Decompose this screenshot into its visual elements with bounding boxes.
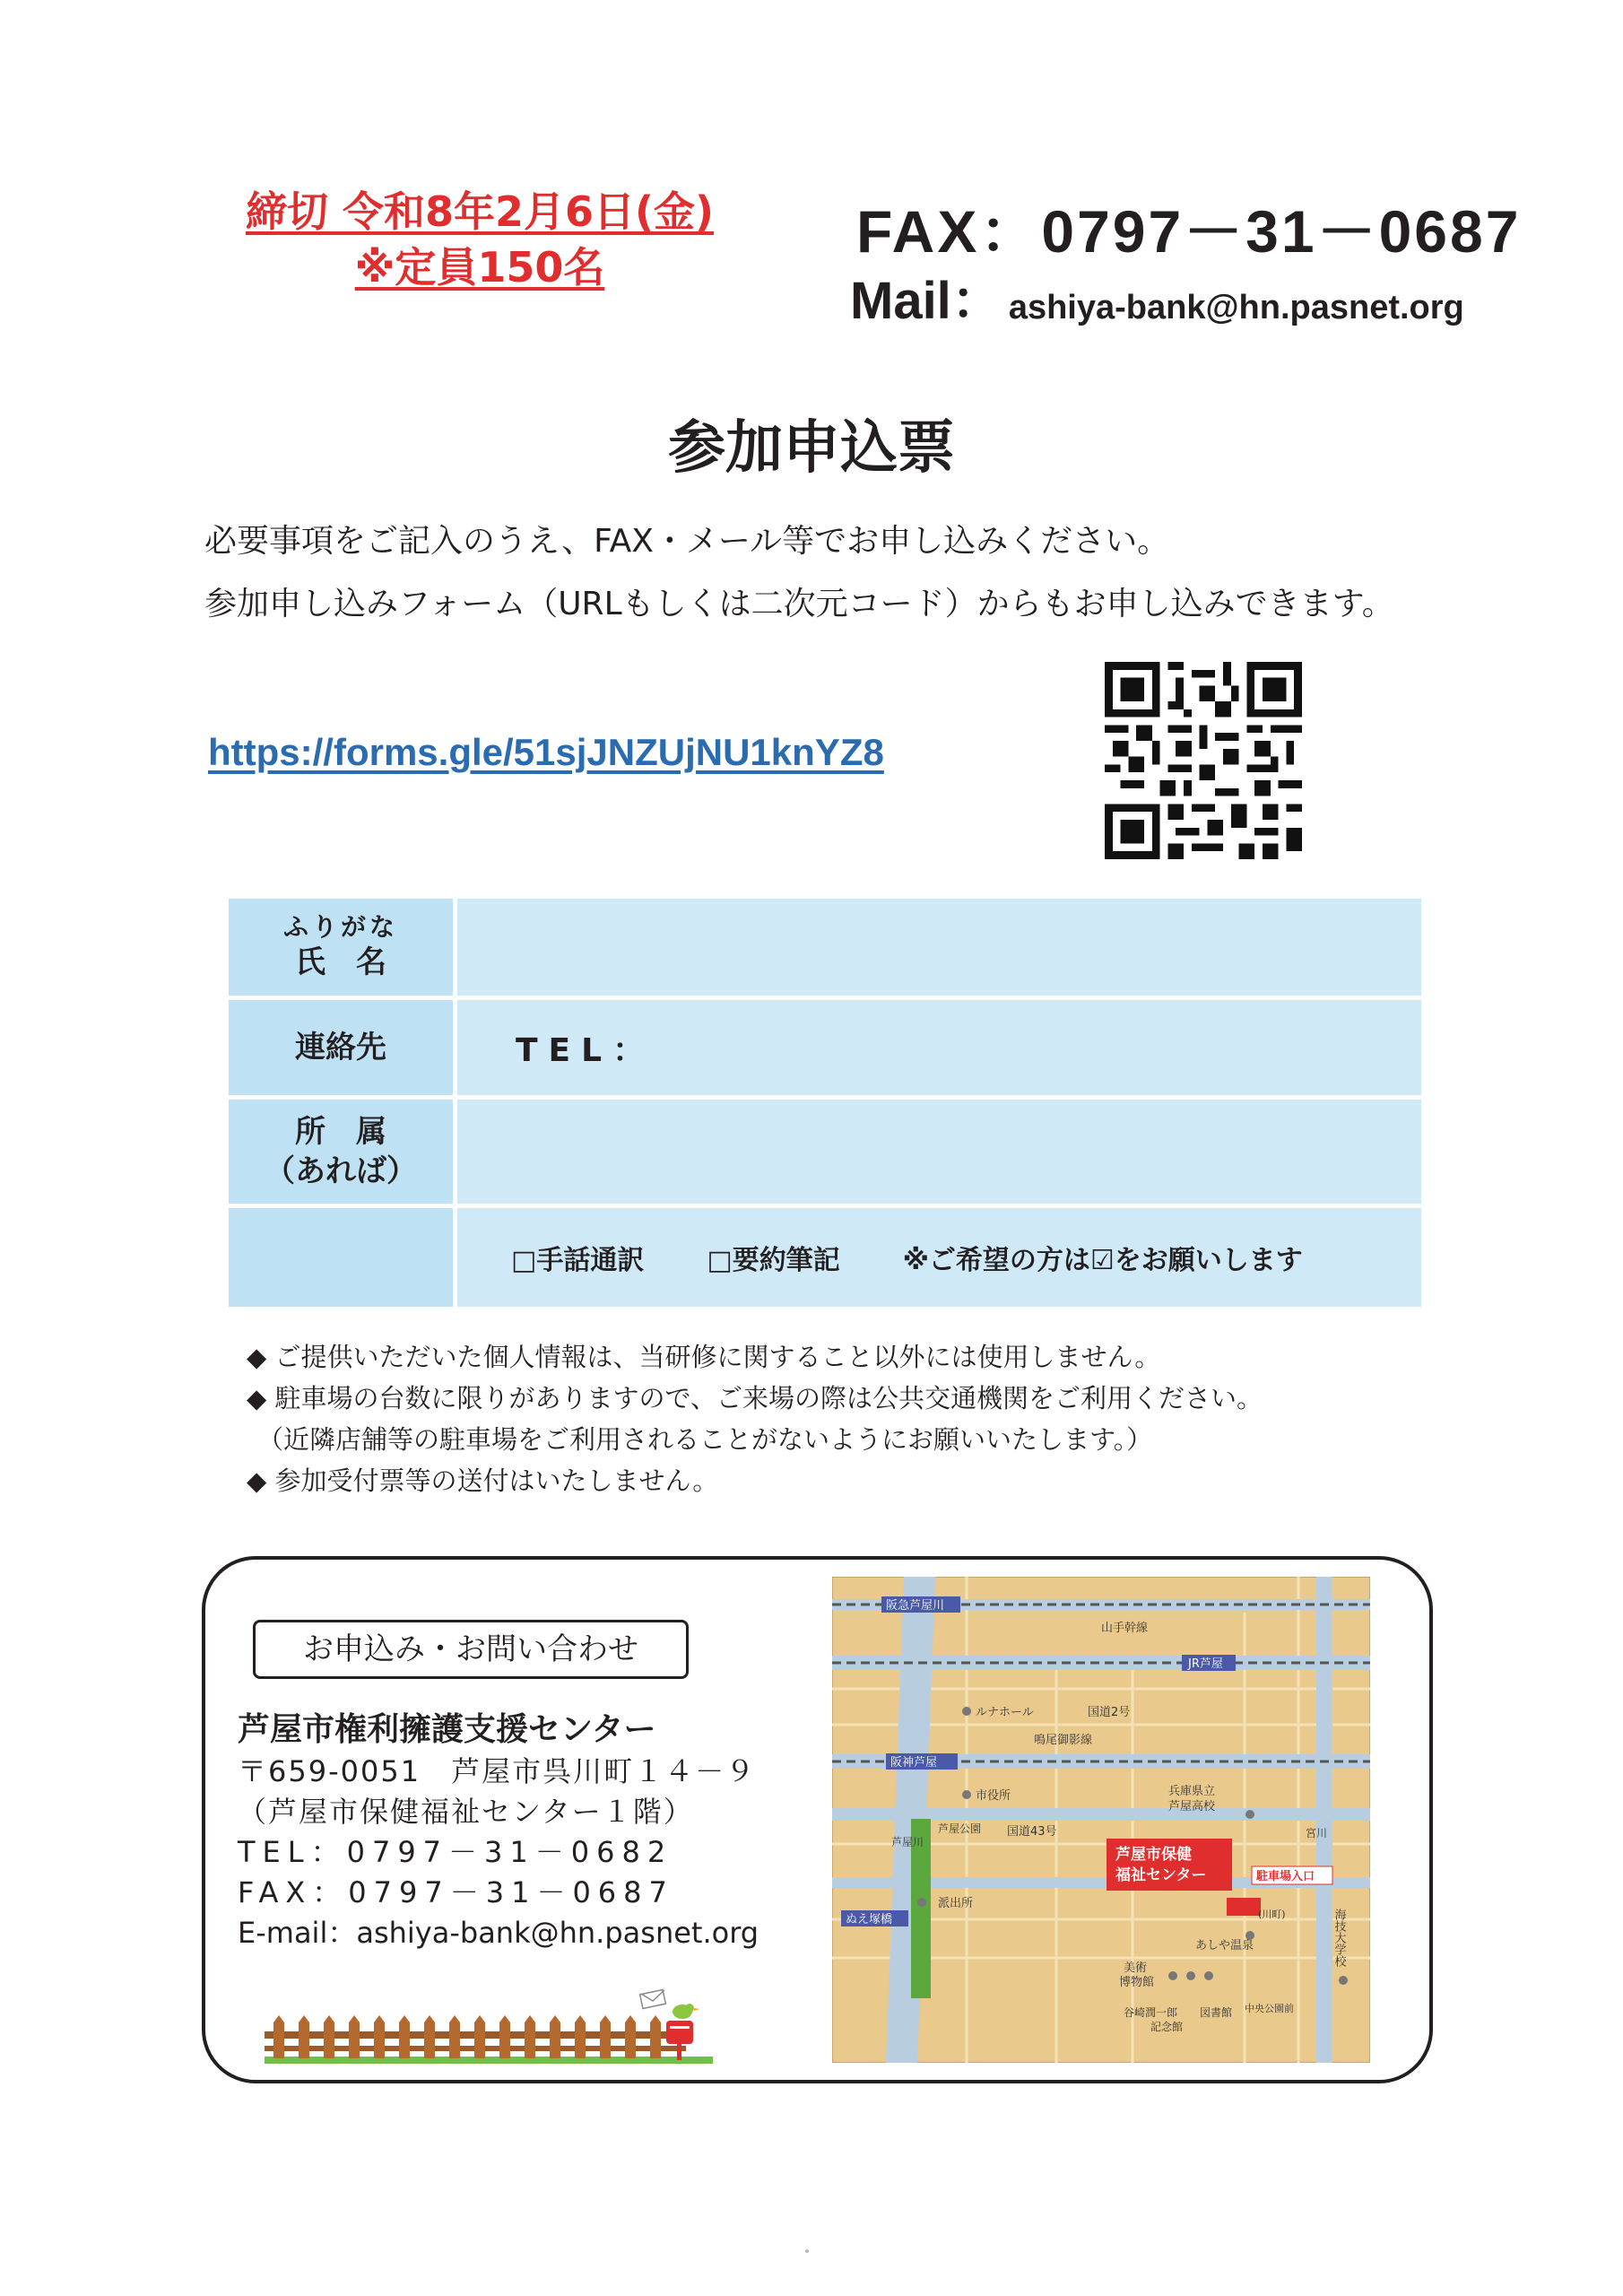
mailbox-icon bbox=[666, 2021, 693, 2060]
bird-icon bbox=[673, 2004, 699, 2019]
application-form bbox=[229, 899, 1421, 1307]
access-map[interactable] bbox=[832, 1577, 1370, 2063]
sign-language-checkbox[interactable]: □手話通訳 bbox=[511, 1245, 645, 1276]
map-river: 芦屋川 bbox=[891, 1836, 924, 1848]
note-item: ◆ ご提供いただいた個人情報は、当研修に関すること以外には使用しません。 bbox=[247, 1342, 1161, 1372]
contact-heading: お申込み・お問い合わせ bbox=[253, 1620, 689, 1679]
map-chuo: 中央公園前 bbox=[1245, 2003, 1294, 2014]
fax-number: FAX：0797－31－0687 bbox=[856, 198, 1522, 265]
form-row-affiliation[interactable] bbox=[229, 1100, 1421, 1204]
map-kochi: 鳴尾御影線 bbox=[1034, 1734, 1093, 1747]
map-cityhall: 市役所 bbox=[976, 1789, 1011, 1803]
name-label-cell bbox=[229, 899, 453, 996]
instruction-line-2: 参加申し込みフォーム（URLもしくは二次元コード）からもお申し込みできます。 bbox=[204, 586, 1394, 622]
mail-address[interactable] bbox=[850, 258, 1464, 334]
map-nue: ぬえ塚橋 bbox=[846, 1913, 893, 1926]
note-item: ◆ 駐車場の台数に限りがありますので、ご来場の際は公共交通機関をご利用ください。 bbox=[247, 1383, 1263, 1413]
map-hanshin: 阪神芦屋 bbox=[890, 1756, 938, 1770]
affiliation-label: 所 属 bbox=[295, 1114, 386, 1150]
map-jr: JR芦屋 bbox=[1188, 1657, 1223, 1671]
map-luna: ルナホール bbox=[976, 1706, 1034, 1719]
options-label-cell bbox=[229, 1208, 453, 1307]
note-item: ◆ 参加受付票等の送付はいたしません。 bbox=[247, 1465, 719, 1496]
contact-label-cell bbox=[229, 1000, 453, 1095]
map-onsen: あしや温泉 bbox=[1195, 1939, 1254, 1952]
fence-illustration bbox=[265, 1987, 713, 2067]
map-highschool-1: 兵庫県立 bbox=[1168, 1785, 1216, 1798]
affiliation-note: （あれば） bbox=[265, 1153, 417, 1189]
map-route43: 国道43号 bbox=[1007, 1825, 1057, 1839]
map-center-1: 芦屋市保健 bbox=[1115, 1846, 1192, 1864]
contact-label: 連絡先 bbox=[295, 1030, 386, 1065]
map-parking: 駐車場入口 bbox=[1256, 1870, 1315, 1883]
support-options bbox=[511, 1208, 1303, 1307]
map-tanizaki-1: 谷崎潤一郎 bbox=[1124, 2006, 1178, 2019]
tel-label: TEL： bbox=[516, 1031, 656, 1069]
deadline-date: 締切 令和8年2月6日(金) bbox=[245, 187, 715, 236]
name-label: 氏 名 bbox=[295, 944, 386, 980]
postal-address: 〒659-0051 芦屋市呉川町１４－９ bbox=[238, 1754, 757, 1788]
map-museum-2: 博物館 bbox=[1119, 1976, 1155, 1989]
form-row-contact[interactable] bbox=[229, 1000, 1421, 1095]
summary-writing-checkbox[interactable]: □要約筆記 bbox=[707, 1245, 840, 1276]
contact-email[interactable]: E-mail：ashiya-bank@hn.pasnet.org bbox=[238, 1916, 759, 1950]
options-note: ※ご希望の方は☑をお願いします bbox=[902, 1245, 1303, 1276]
map-park: 芦屋公園 bbox=[938, 1822, 982, 1835]
affiliation-label-cell bbox=[229, 1100, 453, 1204]
deadline-block bbox=[170, 184, 789, 295]
map-highschool-2: 芦屋高校 bbox=[1168, 1800, 1216, 1813]
map-yamate: 山手幹線 bbox=[1101, 1622, 1149, 1635]
map-center-2: 福祉センター bbox=[1115, 1866, 1207, 1884]
notes-list bbox=[247, 1336, 1263, 1501]
map-route2: 国道2号 bbox=[1088, 1706, 1131, 1719]
mail-envelope-icon bbox=[640, 1989, 666, 2008]
organization-name: 芦屋市権利擁護支援センター bbox=[238, 1711, 656, 1748]
form-row-options bbox=[229, 1208, 1421, 1307]
map-museum-1: 美術 bbox=[1124, 1961, 1148, 1975]
map-library: 図書館 bbox=[1200, 2006, 1233, 2019]
mail-value[interactable]: ashiya-bank@hn.pasnet.org bbox=[1008, 289, 1464, 326]
page-title: 参加申込票 bbox=[668, 415, 955, 482]
note-item: （近隣店舗等の駐車場をご利用されることがないようにお願いいたします。） bbox=[257, 1424, 1153, 1455]
mail-label: Mail： bbox=[850, 272, 1003, 330]
map-hankyu: 阪急芦屋川 bbox=[886, 1599, 945, 1613]
map-kawamachi: (川町) bbox=[1258, 1909, 1286, 1920]
contact-tel[interactable]: TEL：0797－31－0682 bbox=[238, 1835, 673, 1869]
qr-code-icon[interactable] bbox=[1105, 662, 1302, 859]
building-name: （芦屋市保健福祉センター１階） bbox=[238, 1795, 694, 1829]
map-miyagawa: 宮川 bbox=[1306, 1827, 1328, 1839]
map-tanizaki-2: 記念館 bbox=[1150, 2021, 1184, 2033]
furigana-label: ふりがな bbox=[282, 912, 398, 942]
contact-fax: FAX：0797－31－0687 bbox=[238, 1875, 674, 1909]
capacity-note: ※定員150名 bbox=[354, 243, 605, 291]
map-police: 派出所 bbox=[938, 1897, 974, 1910]
form-url-link[interactable]: https://forms.gle/51sjJNZUjNU1knYZ8 bbox=[208, 731, 884, 773]
map-kaigi: 海技大学校 bbox=[1332, 1909, 1346, 1967]
instruction-line-1: 必要事項をご記入のうえ、FAX・メール等でお申し込みください。 bbox=[204, 523, 1170, 560]
form-row-name[interactable] bbox=[229, 899, 1421, 996]
